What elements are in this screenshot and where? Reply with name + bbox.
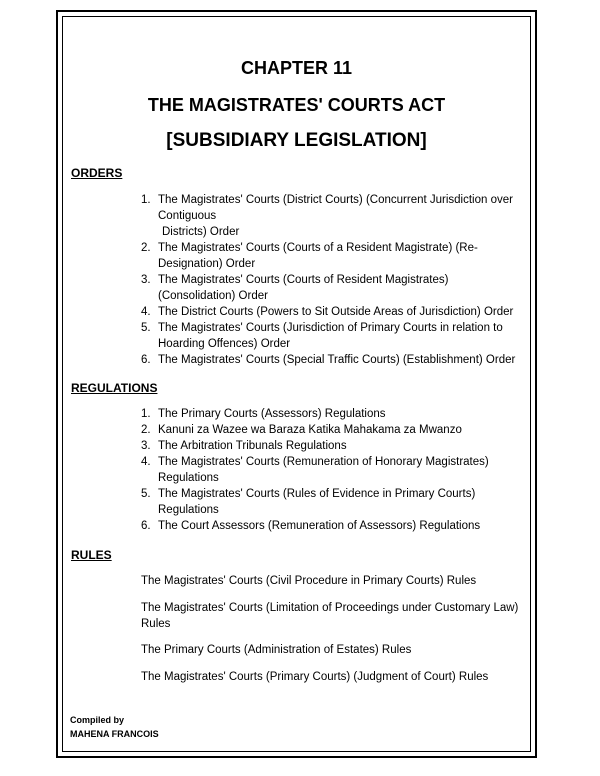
act-title: THE MAGISTRATES' COURTS ACT [147, 95, 446, 115]
regulations-heading: REGULATIONS [71, 381, 158, 395]
list-item: 3. The Arbitration Tribunals Regulations [141, 440, 347, 452]
list-item: 6. The Court Assessors (Remuneration of Assessors) Regulations [141, 520, 481, 532]
list-item: 5. The Magistrates' Courts (Jurisdiction of Primary Courts in relation to Hoarding Offences) Order [141, 322, 503, 350]
rule-item: The Magistrates' Courts (Limitation of Proceedings under Customary Law) Rules [141, 602, 519, 630]
list-item: 1. The Primary Courts (Assessors) Regulations [141, 408, 386, 420]
list-item: 2. The Magistrates' Courts (Courts of a Resident Magistrate) (Re- Designation) Order [141, 242, 478, 270]
list-item: 1. The Magistrates' Courts (District Courts) (Concurrent Jurisdiction over Contiguous Districts) Order [141, 194, 513, 238]
list-item: 4. The District Courts (Powers to Sit Outside Areas of Jurisdiction) Order [141, 306, 514, 318]
orders-heading: ORDERS [71, 166, 123, 180]
orders-list [135, 192, 530, 368]
list-item: 6. The Magistrates' Courts (Special Traffic Courts) (Establishment) Order [141, 354, 516, 366]
compiler-name: MAHENA FRANCOIS [70, 729, 159, 739]
rule-item: The Primary Courts (Administration of Estates) Rules [141, 644, 412, 656]
rule-item: The Magistrates' Courts (Primary Courts) (Judgment of Court) Rules [141, 671, 489, 683]
list-item: 2. Kanuni za Wazee wa Baraza Katika Mahakama za Mwanzo [141, 424, 462, 436]
list-item: 5. The Magistrates' Courts (Rules of Evidence in Primary Courts) Regulations [141, 488, 476, 516]
chapter-title: CHAPTER 11 [240, 58, 353, 78]
rules-heading: RULES [71, 548, 112, 562]
subsidiary-legislation-title: [SUBSIDIARY LEGISLATION] [166, 130, 427, 151]
compiled-by-label: Compiled by [70, 715, 125, 725]
rule-item: The Magistrates' Courts (Civil Procedure in Primary Courts) Rules [141, 575, 477, 587]
regulations-list [135, 406, 530, 534]
list-item: 4. The Magistrates' Courts (Remuneration of Honorary Magistrates) Regulations [141, 456, 489, 484]
list-item: 3. The Magistrates' Courts (Courts of Resident Magistrates) (Consolidation) Order [141, 274, 449, 302]
